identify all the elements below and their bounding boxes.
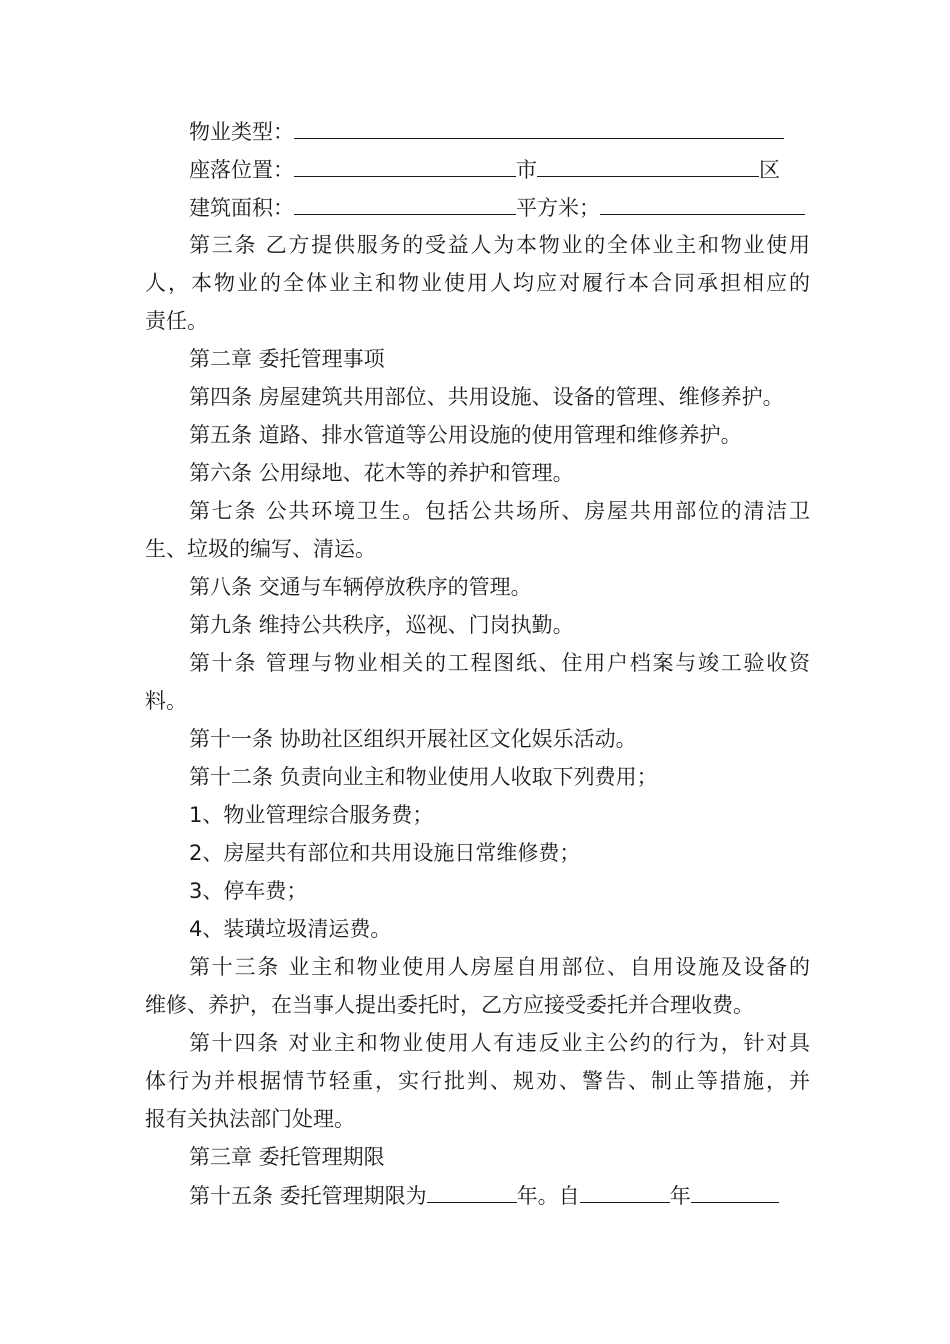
article-12: 第十二条 负责向业主和物业使用人收取下列费用；	[189, 765, 658, 789]
start-month-blank	[691, 1176, 779, 1203]
property-type-label: 物业类型：	[189, 120, 294, 144]
document-page	[145, 112, 810, 1214]
location-label: 座落位置：	[189, 158, 294, 182]
article-4: 第四条 房屋建筑共用部位、共用设施、设备的管理、维修养护。	[189, 385, 784, 409]
article-3-line-3: 责任。	[145, 309, 208, 333]
city-text: 市	[516, 158, 537, 182]
article-8: 第八条 交通与车辆停放秩序的管理。	[189, 575, 532, 599]
article-9: 第九条 维持公共秩序，巡视、门岗执勤。	[189, 613, 574, 637]
article-15-text-a: 第十五条 委托管理期限为	[189, 1184, 427, 1208]
article-14-line-2: 体行为并根据情节轻重，实行批判、规劝、警告、制止等措施，并	[145, 1069, 810, 1093]
chapter-3-heading: 第三章 委托管理期限	[189, 1145, 385, 1169]
fee-item-4: 4、装璜垃圾清运费。	[189, 917, 392, 941]
area-extra-blank	[600, 188, 805, 215]
article-13-line-2: 维修、养护，在当事人提出委托时，乙方应接受委托并合理收费。	[145, 993, 754, 1017]
article-15-line-1	[145, 1176, 810, 1214]
fee-item-1: 1、物业管理综合服务费；	[189, 803, 434, 827]
article-13-line-1: 第十三条 业主和物业使用人房屋自用部位、自用设施及设备的	[189, 955, 810, 979]
fee-item-2: 2、房屋共有部位和共用设施日常维修费；	[189, 841, 581, 865]
property-type-blank	[294, 112, 784, 139]
term-years-blank	[427, 1176, 517, 1203]
article-11: 第十一条 协助社区组织开展社区文化娱乐活动。	[189, 727, 637, 751]
start-year-blank	[580, 1176, 670, 1203]
article-10-line-1: 第十条 管理与物业相关的工程图纸、住用户档案与竣工验收资	[189, 651, 810, 675]
article-5: 第五条 道路、排水管道等公用设施的使用管理和维修养护。	[189, 423, 742, 447]
article-3-line-2: 人，本物业的全体业主和物业使用人均应对履行本合同承担相应的	[145, 271, 810, 295]
fee-item-3: 3、停车费；	[189, 879, 308, 903]
area-unit: 平方米；	[516, 196, 600, 220]
district-text: 区	[759, 158, 780, 182]
property-type-line	[145, 112, 810, 150]
article-7-line-2: 生、垃圾的编写、清运。	[145, 537, 376, 561]
article-14-line-3: 报有关执法部门处理。	[145, 1107, 355, 1131]
article-14-line-1: 第十四条 对业主和物业使用人有违反业主公约的行为，针对具	[189, 1031, 810, 1055]
area-blank	[294, 188, 516, 215]
district-blank	[537, 150, 759, 177]
article-6: 第六条 公用绿地、花木等的养护和管理。	[189, 461, 574, 485]
article-15-text-c: 年	[669, 1184, 691, 1208]
article-3-line-1: 第三条 乙方提供服务的受益人为本物业的全体业主和物业使用	[189, 233, 810, 257]
article-10-line-2: 料。	[145, 689, 187, 713]
chapter-2-heading: 第二章 委托管理事项	[189, 347, 385, 371]
location-line	[145, 150, 810, 188]
area-line	[145, 188, 810, 226]
article-15-text-b: 年。自	[516, 1184, 580, 1208]
city-blank	[294, 150, 516, 177]
article-7-line-1: 第七条 公共环境卫生。包括公共场所、房屋共用部位的清洁卫	[189, 499, 810, 523]
area-label: 建筑面积：	[189, 196, 294, 220]
